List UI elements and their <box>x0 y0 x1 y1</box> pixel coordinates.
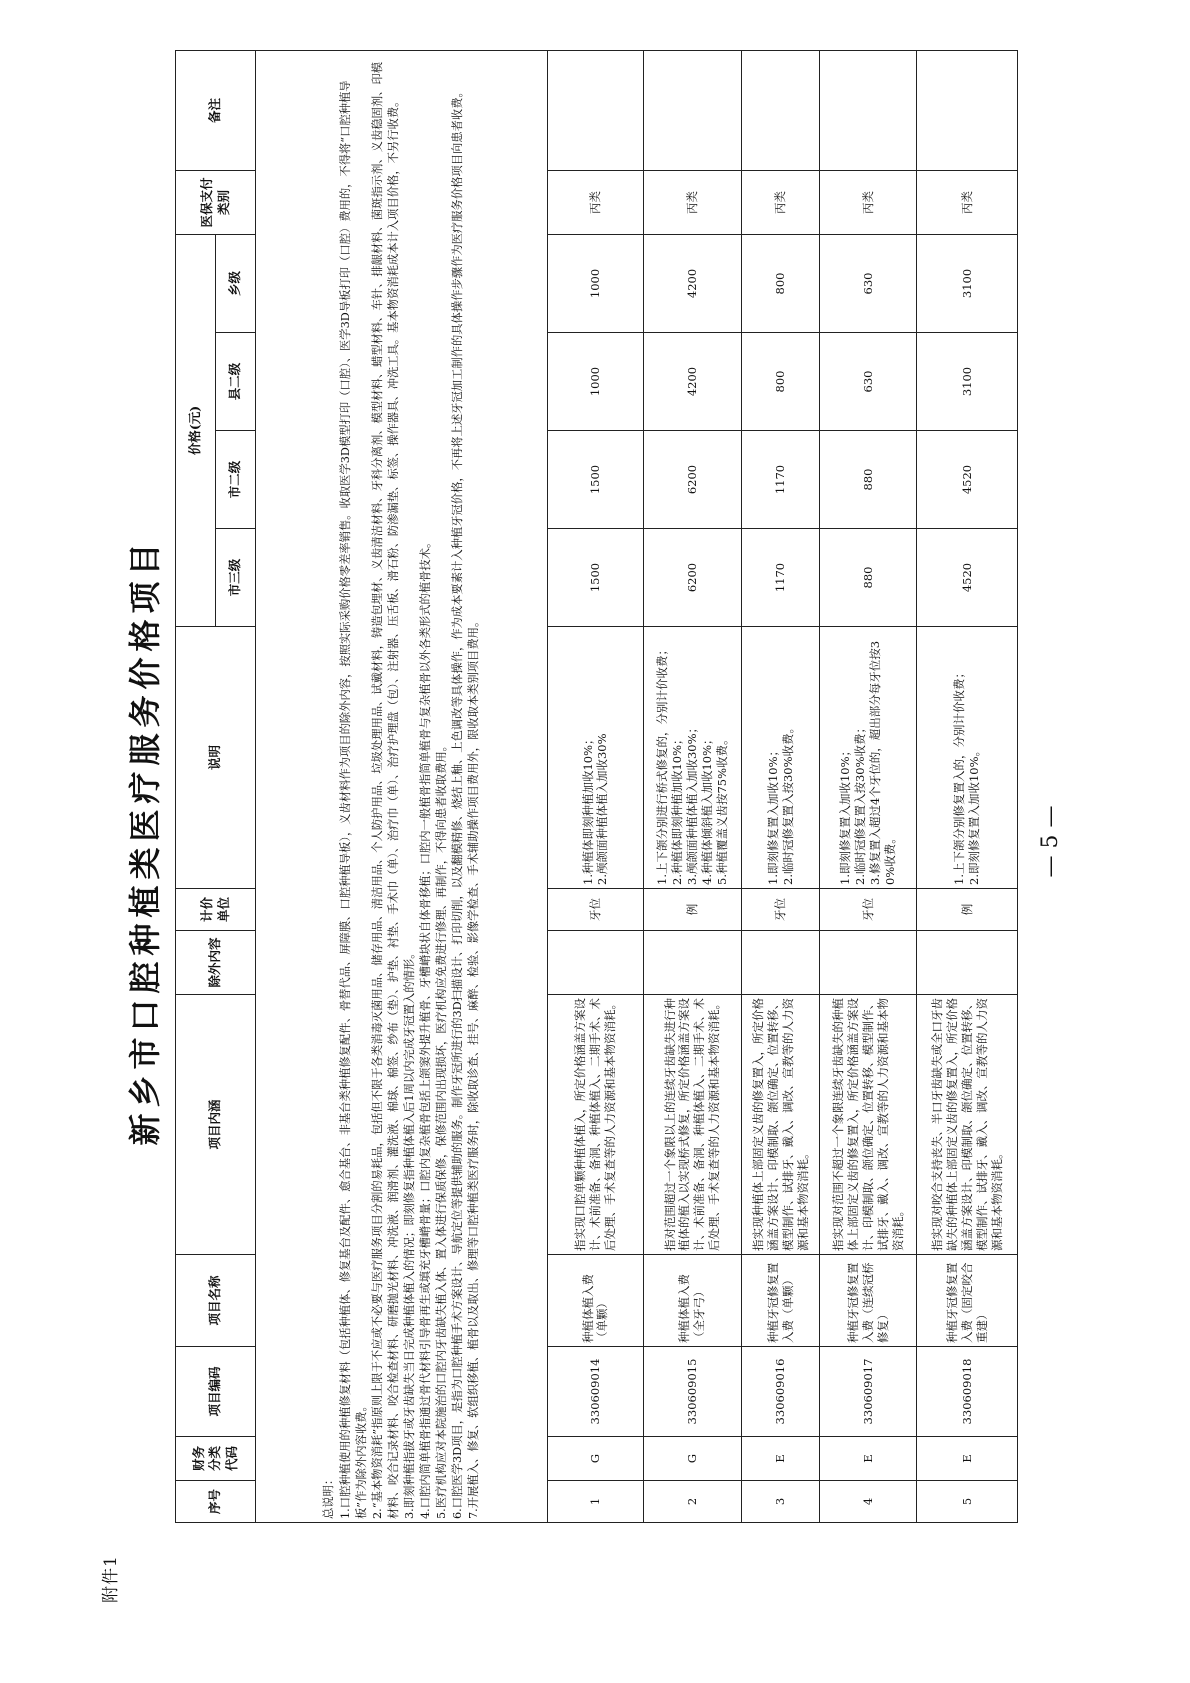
row-item-name: 种植牙冠修复置入费（单颗） <box>742 1255 820 1347</box>
row-exclusion <box>917 931 1018 995</box>
row-exclusion <box>548 931 643 995</box>
row-unit: 牙位 <box>820 889 917 931</box>
header-item-code: 项目编码 <box>176 1347 256 1437</box>
row-item-name: 种植牙冠修复置入费（固定咬合重建） <box>917 1255 1018 1347</box>
row-content: 指实现种植体上部固定义齿的修复置入，所定价格涵盖方案设计、印模制取、颌位确定、位置转移、模型制作、试排牙、戴入、调改、宣教等的人力资源和基本物资消耗。 <box>742 995 820 1255</box>
table-row <box>643 50 741 1522</box>
row-fin-code: G <box>548 1437 643 1481</box>
header-content: 项目内涵 <box>176 995 256 1255</box>
row-remark <box>917 50 1018 170</box>
row-remark <box>742 50 820 170</box>
header-price: 价格(元) <box>176 234 216 626</box>
row-seq: 2 <box>643 1481 741 1523</box>
header-seq: 序号 <box>176 1481 256 1523</box>
row-price-township: 4200 <box>643 234 741 332</box>
table-row <box>548 50 643 1522</box>
row-remark <box>548 50 643 170</box>
header-unit: 计价单位 <box>176 889 256 931</box>
row-item-name: 种植牙冠修复置入费（连续冠桥修复） <box>820 1255 917 1347</box>
row-unit: 例 <box>917 889 1018 931</box>
row-notes <box>548 627 643 889</box>
row-unit: 牙位 <box>742 889 820 931</box>
row-remark <box>820 50 917 170</box>
row-content: 指实现对咬合支持丧失、半口牙齿缺失或全口牙齿缺失的种植体上部固定义齿的修复置入，所定价格涵盖方案设计、印模制取、颌位确定、位置转移、模型制作、试排牙、戴入、调改、宣教等的人力资源和基本物资消耗。 <box>917 995 1018 1255</box>
row-price-city2: 6200 <box>643 431 741 529</box>
table-body <box>256 50 1018 1522</box>
row-content: 指对范围超过一个象限以上的连续牙齿缺失进行种植体的植入以实现桥式修复，所定价格涵盖方案设计、术前准备、备洞、种植体植入、二期手术、术后处理、手术复查等的人力资源和基本物资消耗。 <box>643 995 741 1255</box>
row-price-county2: 4200 <box>643 333 741 431</box>
row-price-township: 630 <box>820 234 917 332</box>
row-price-county2: 3100 <box>917 333 1018 431</box>
row-notes <box>917 627 1018 889</box>
table-row <box>917 50 1018 1522</box>
header-county2: 县二级 <box>216 333 256 431</box>
row-notes <box>643 627 741 889</box>
row-price-city2: 880 <box>820 431 917 529</box>
attachment-label: 附件1 <box>101 1555 121 1603</box>
row-fin-code: G <box>643 1437 741 1481</box>
row-note: 2.临时冠修复置入按30%收费； <box>853 721 868 885</box>
row-price-township: 1000 <box>548 234 643 332</box>
row-content: 指实现口腔单颗种植体植入，所定价格涵盖方案设计、术前准备、备洞、种植体植入、二期手术、术后处理、手术复查等的人力资源和基本物资消耗。 <box>548 995 643 1255</box>
page-number: — 5 — <box>1038 805 1063 878</box>
row-note: 1.上下颌分别修复置入的，分别计价收费； <box>952 667 967 885</box>
row-exclusion <box>742 931 820 995</box>
row-price-county2: 1000 <box>548 333 643 431</box>
row-seq: 4 <box>820 1481 917 1523</box>
general-note-5: 5.医疗机构应对本院施治的口腔内牙齿缺失植入体、置入体进行保质保修，保修范围内出现损坏，医疗机构应免费进行修理、再制作，不得向患者收取费用。 <box>434 740 448 1519</box>
row-exclusion <box>820 931 917 995</box>
row-note: 2.种植体即刻种植加收10%； <box>669 733 684 885</box>
row-seq: 1 <box>548 1481 643 1523</box>
general-notes <box>256 50 548 1522</box>
row-note: 4.种植体倾斜植入加收10%； <box>699 733 714 885</box>
row-price-county2: 630 <box>820 333 917 431</box>
header-city2: 市二级 <box>216 431 256 529</box>
row-note: 2.临时冠修复置入按30%收费。 <box>780 721 795 885</box>
table-row <box>742 50 820 1522</box>
row-price-city3: 1500 <box>548 529 643 627</box>
general-note-title: 总说明： <box>322 1473 336 1519</box>
row-price-city2: 1170 <box>742 431 820 529</box>
row-unit: 牙位 <box>548 889 643 931</box>
row-insurance: 丙类 <box>548 170 643 234</box>
table-row <box>820 50 917 1522</box>
header-fin-code: 财务分类代码 <box>176 1437 256 1481</box>
row-fin-code: E <box>917 1437 1018 1481</box>
general-note-1: 1.口腔种植使用的种植修复材料（包括种植体、修复基台及配件、愈合基台、非基台类种植修复配件、骨替代品、屏障膜、口腔种植导板），义齿材料作为项目的除外内容，按照实际采购价格零差率销售。收取医学3D模型打印（口腔）、医学3D导板打印（口腔）费用的，不得将“口腔种植导板”作为除外内容收费。 <box>338 80 368 1519</box>
row-item-code: 330609014 <box>548 1347 643 1437</box>
general-note-7: 7.开展植入、修复、软组织移植、植骨以及取出、修理等口腔种植类医疗服务时，除收取诊查、挂号、麻醉、检验、影像学检查、手术辅助操作项目费用外，限收取本类别项目费用。 <box>466 615 480 1519</box>
header-township: 乡级 <box>216 234 256 332</box>
row-remark <box>643 50 741 170</box>
row-price-city3: 6200 <box>643 529 741 627</box>
row-notes <box>820 627 917 889</box>
header-remark: 备注 <box>176 50 256 170</box>
general-notes-row <box>256 50 548 1522</box>
row-content: 指实现对范围不超过一个象限连续牙齿缺失的种植体上部固定义齿的修复置入，所定价格涵盖方案设计、印模制取、颌位确定、位置转移、模型制作、试排牙、戴入、调改、宣教等的人力资源和基本物资消耗。 <box>820 995 917 1255</box>
row-note: 1.即刻修复置入加收10%； <box>838 744 853 885</box>
row-item-name: 种植体植入费（全牙弓） <box>643 1255 741 1347</box>
row-insurance: 丙类 <box>917 170 1018 234</box>
general-note-4: 4.口腔内简单植骨指通过骨代材料引导骨再生或填充牙槽嵴骨量；口腔内复杂植骨包括上颌窦外提升植骨、牙槽嵴块状自体骨移植；口腔内一般植骨指简单植骨与复杂植骨以外各类形式的植骨技术。 <box>418 536 432 1519</box>
general-note-2: 2.“基本物资消耗”指原则上限于不应或不必要与医疗服务项目分割的易耗品，包括但不限于各类消毒灭菌用品、储存用品、清洁用品、个人防护用品、垃圾处理用品、试戴材料，铸造包埋材、义齿清洁材料、牙科分离剂、模型材料、蜡型材料、车针、排龈材料、菌斑指示剂、义齿稳固剂、印模材料、咬合记录材料、咬合检查材料、研磨抛光材料、冲洗液、润滑剂、灌洗液、棉球、棉签、纱布（垫）、护垫、衬垫、手术巾（单）、治疗巾（单）、治疗护理盘（包）、注射器、压舌板、滑石粉、防渗漏垫、标签、操作器具、冲洗工具。基本物资消耗成本计入项目价格，不另行收费。 <box>370 61 400 1519</box>
row-price-township: 800 <box>742 234 820 332</box>
row-note: 1.种植体即刻种植加收10%； <box>580 733 595 885</box>
header-note: 说明 <box>176 627 256 889</box>
row-note: 5.种植覆盖义齿按75%收费。 <box>714 733 729 885</box>
row-price-city2: 4520 <box>917 431 1018 529</box>
row-seq: 5 <box>917 1481 1018 1523</box>
row-note: 3.颅颌面种植体植入加收30%； <box>684 721 699 885</box>
row-price-city3: 880 <box>820 529 917 627</box>
row-insurance: 丙类 <box>742 170 820 234</box>
document-title: 新乡市口腔种植类医疗服务价格项目 <box>126 537 164 1146</box>
row-item-code: 330609017 <box>820 1347 917 1437</box>
row-price-county2: 800 <box>742 333 820 431</box>
row-note: 1.即刻修复置入加收10%； <box>765 744 780 885</box>
row-insurance: 丙类 <box>820 170 917 234</box>
row-exclusion <box>643 931 741 995</box>
row-item-name: 种植体植入费（单颗） <box>548 1255 643 1347</box>
row-item-code: 330609015 <box>643 1347 741 1437</box>
row-unit: 例 <box>643 889 741 931</box>
header-city3: 市三级 <box>216 529 256 627</box>
general-note-3: 3.即刻种植指拔牙或牙齿缺失当日完成种植体植入的情况；即刻修复指种植体植入后1周以内完成牙冠置入的情形。 <box>402 947 416 1519</box>
row-price-city3: 4520 <box>917 529 1018 627</box>
row-note: 2.颅颌面种植体植入加收30% <box>595 733 610 885</box>
row-seq: 3 <box>742 1481 820 1523</box>
row-item-code: 330609016 <box>742 1347 820 1437</box>
header-item-name: 项目名称 <box>176 1255 256 1347</box>
row-note: 2.即刻修复置入加收10%。 <box>967 744 982 885</box>
row-note: 3.修复置入超过4个牙位的，超出部分每牙位按30%收费。 <box>868 640 898 885</box>
price-table <box>175 50 1018 1523</box>
row-fin-code: E <box>820 1437 917 1481</box>
table-header <box>176 50 256 1522</box>
row-notes <box>742 627 820 889</box>
row-insurance: 丙类 <box>643 170 741 234</box>
row-price-city3: 1170 <box>742 529 820 627</box>
row-price-township: 3100 <box>917 234 1018 332</box>
row-item-code: 330609018 <box>917 1347 1018 1437</box>
row-fin-code: E <box>742 1437 820 1481</box>
row-note: 1.上下颌分别进行桥式修复的，分别计价收费； <box>655 644 670 885</box>
header-exclusion: 除外内容 <box>176 931 256 995</box>
general-note-6: 6.口腔医学3D项目，是指为口腔种植手术方案设计、导航定位等提供辅助的服务。制作牙冠所进行的3D扫描设计、打印切削，以及翻模精修、烧结上釉、上色调改等具体操作，作为成本要素计入种植牙冠价格，不再将上述牙冠加工制作的具体操作步骤作为医疗服务价格项目向患者收费。 <box>450 86 464 1519</box>
row-price-city2: 1500 <box>548 431 643 529</box>
header-insurance: 医保支付类别 <box>176 170 256 234</box>
